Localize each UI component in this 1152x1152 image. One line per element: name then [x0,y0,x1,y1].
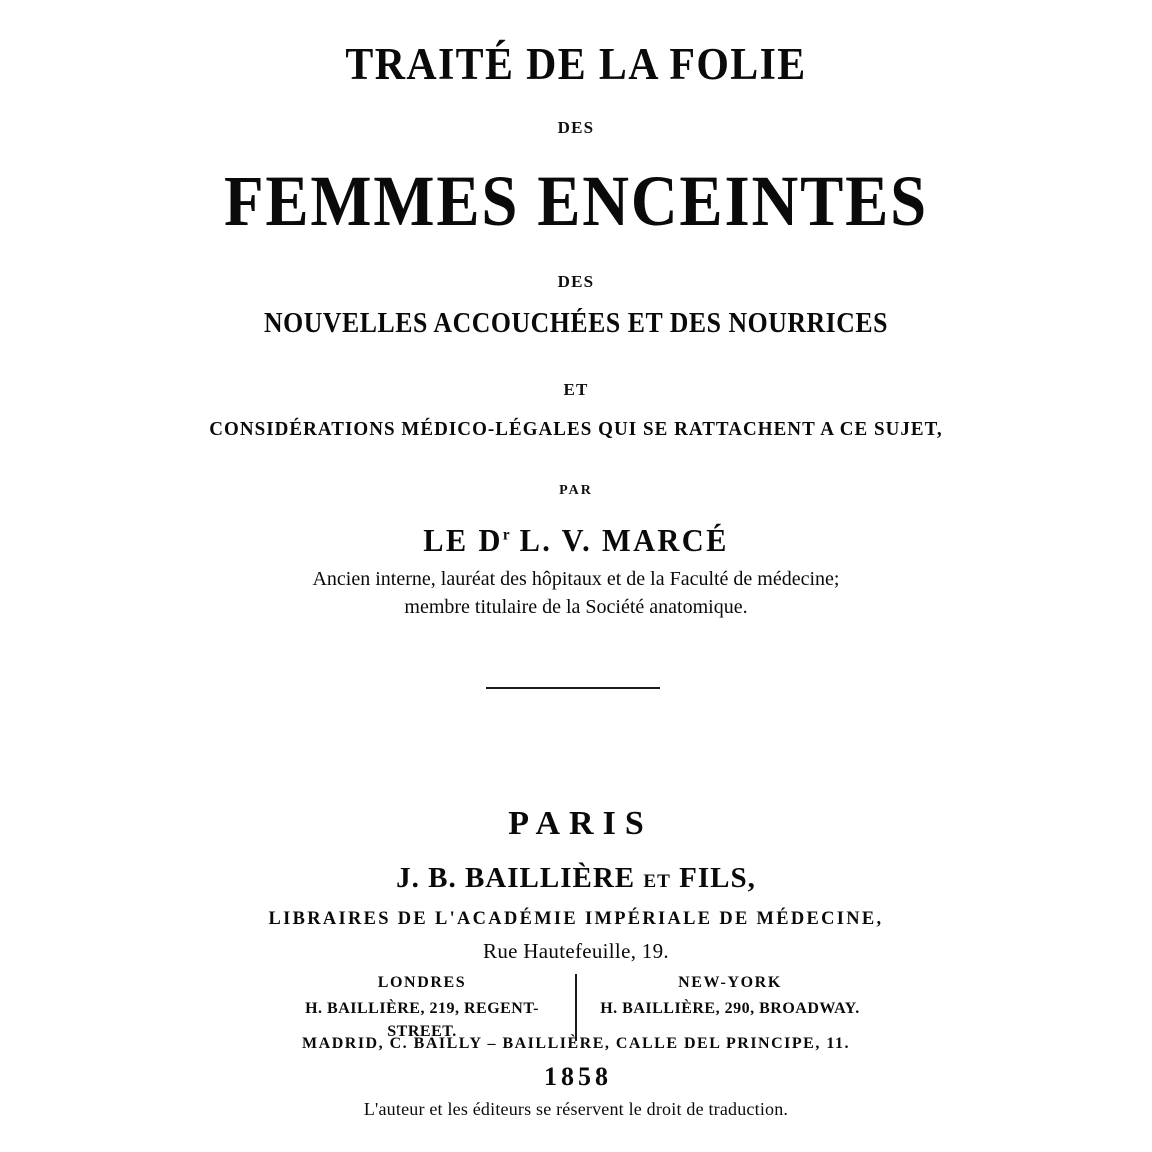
publisher-connector: ET [643,871,671,892]
page-title: TRAITÉ DE LA FOLIE [345,39,807,89]
branch-city-label: NEW-YORK [678,974,782,991]
author-name [29,522,1123,559]
publisher-name-part-1: J. B. BAILLIÈRE [396,862,636,894]
branch-vertical-divider [575,974,577,1041]
horizontal-divider-rule [486,687,660,689]
branch-address: H. BAILLIÈRE, 290, BROADWAY. [600,999,860,1017]
imprint-madrid-line: MADRID, C. BAILLY – BAILLIÈRE, CALLE DEL PRINCIPE, 11. [302,1035,850,1052]
publisher-name-part-2: FILS, [679,862,756,894]
imprint-street-address: Rue Hautefeuille, 19. [483,939,669,963]
branch-office-new-york [587,972,873,1043]
title-display-heading: FEMMES ENCEINTES [224,161,928,241]
imprint-publisher [0,862,1152,895]
subtitle-primary: NOUVELLES ACCOUCHÉES ET DES NOURRICES [263,308,889,339]
title-connector-des-lower: DES [557,272,595,291]
imprint-branch-offices [0,972,1152,1043]
subtitle-secondary: CONSIDÉRATIONS MÉDICO-LÉGALES QUI SE RATTACHENT A CE SUJET, [209,418,943,440]
title-connector-et: ET [563,380,589,399]
imprint-year: 1858 [544,1062,612,1091]
imprint-city: PARIS [508,805,653,842]
author-name-rest: L. V. MARCÉ [509,522,729,558]
author-by-label: PAR [559,483,593,498]
imprint-academy-line: LIBRAIRES DE L'ACADÉMIE IMPÉRIALE DE MÉDECINE, [268,908,884,929]
author-credentials-line-2: membre titulaire de la Société anatomique. [404,596,748,618]
branch-address: H. BAILLIÈRE, 219, REGENT-STREET. [305,999,539,1040]
title-connector-des-upper: DES [557,118,595,137]
author-credentials-line-1: Ancien interne, lauréat des hôpitaux et de la Faculté de médecine; [312,568,840,590]
imprint-rights-notice: L'auteur et les éditeurs se réservent le droit de traduction. [363,1099,789,1119]
branch-office-london [279,972,565,1043]
author-name-prefix: LE D [423,522,503,558]
author-name-superscript: r [502,526,510,544]
branch-city-label: LONDRES [377,974,467,991]
